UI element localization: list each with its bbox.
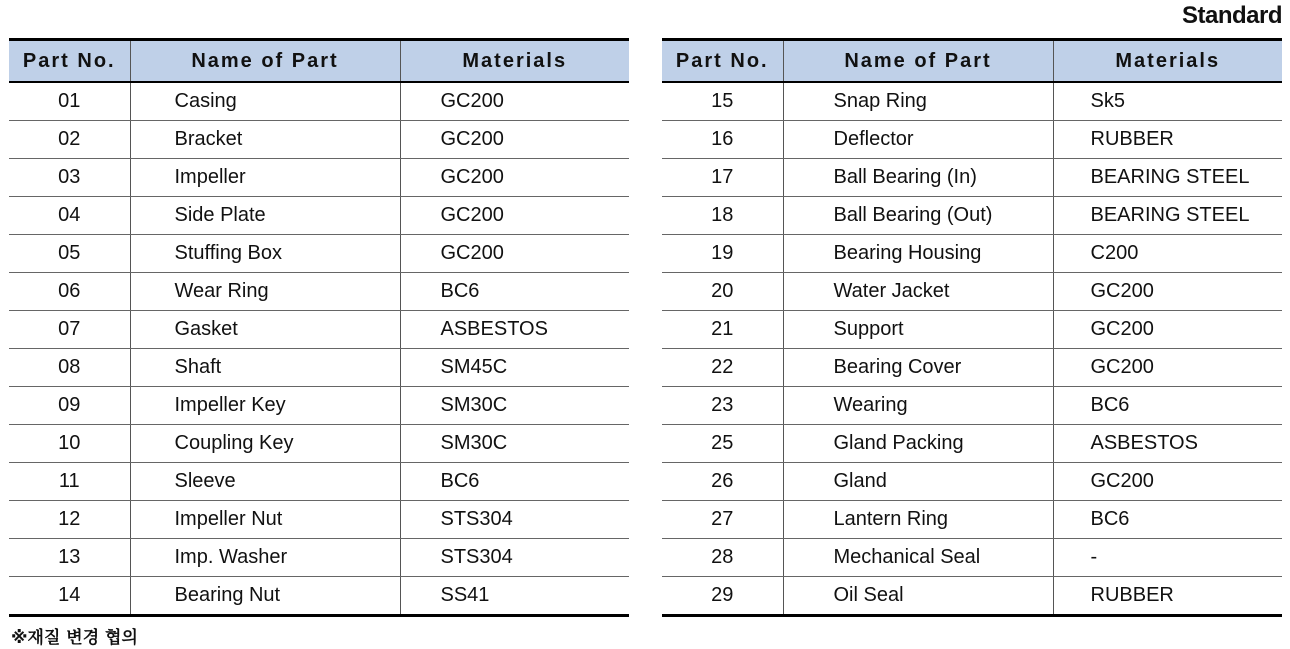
part-name-cell: Impeller [130, 159, 400, 197]
part-no-cell: 28 [662, 539, 783, 577]
part-name-cell: Coupling Key [130, 425, 400, 463]
table-header-row [662, 40, 1282, 83]
table-row [9, 235, 629, 273]
material-cell: RUBBER [1053, 577, 1282, 616]
part-no-cell: 07 [9, 311, 130, 349]
material-cell: BC6 [1053, 387, 1282, 425]
material-cell: SM30C [400, 387, 629, 425]
material-cell: BEARING STEEL [1053, 159, 1282, 197]
material-cell: BC6 [400, 273, 629, 311]
table-row [662, 235, 1282, 273]
table-row [662, 273, 1282, 311]
table-row [662, 387, 1282, 425]
table-row [662, 82, 1282, 121]
table-header-row [9, 40, 629, 83]
part-name-cell: Gland Packing [783, 425, 1053, 463]
part-name-cell: Casing [130, 82, 400, 121]
part-name-cell: Support [783, 311, 1053, 349]
part-no-cell: 15 [662, 82, 783, 121]
material-cell: GC200 [400, 159, 629, 197]
part-name-cell: Snap Ring [783, 82, 1053, 121]
table-row [9, 311, 629, 349]
table-row [9, 463, 629, 501]
part-name-cell: Deflector [783, 121, 1053, 159]
column-header-materials: Materials [400, 40, 629, 83]
part-no-cell: 10 [9, 425, 130, 463]
part-no-cell: 03 [9, 159, 130, 197]
part-no-cell: 29 [711, 584, 734, 606]
part-name-cell: Sleeve [130, 463, 400, 501]
material-cell: SM30C [400, 425, 629, 463]
column-header-materials: Materials [1053, 40, 1282, 83]
material-cell: GC200 [1053, 273, 1282, 311]
part-no-cell: 17 [662, 159, 783, 197]
part-name-cell: Lantern Ring [783, 501, 1053, 539]
material-cell: GC200 [400, 197, 629, 235]
material-cell: GC200 [1053, 349, 1282, 387]
part-name-cell: Impeller Nut [130, 501, 400, 539]
part-no-cell: 21 [662, 311, 783, 349]
part-no-cell: 20 [662, 273, 783, 311]
part-name-cell: Gasket [130, 311, 400, 349]
material-cell: STS304 [400, 539, 629, 577]
parts-table-right [662, 38, 1282, 617]
part-name-cell: Impeller Key [130, 387, 400, 425]
table-row [662, 121, 1282, 159]
table-row [662, 501, 1282, 539]
material-cell: GC200 [400, 121, 629, 159]
table-row [9, 349, 629, 387]
table-row [9, 387, 629, 425]
standard-label: Standard [1181, 2, 1282, 29]
part-name-cell: Gland [783, 463, 1053, 501]
table-row [9, 121, 629, 159]
table-row [662, 539, 1282, 577]
part-no-cell: 06 [9, 273, 130, 311]
material-cell: C200 [1053, 235, 1282, 273]
part-no-cell: 16 [662, 121, 783, 159]
part-no-cell: 12 [9, 501, 130, 539]
part-no-cell: 11 [9, 463, 130, 501]
part-name-cell: Bearing Housing [783, 235, 1053, 273]
table-row [662, 463, 1282, 501]
part-name-cell: Stuffing Box [130, 235, 400, 273]
table-row [662, 425, 1282, 463]
material-cell: STS304 [400, 501, 629, 539]
table-row [9, 82, 629, 121]
footnote: ※재질 변경 협의 [11, 628, 138, 648]
part-no-cell: 02 [9, 121, 130, 159]
part-name-cell: Ball Bearing (Out) [783, 197, 1053, 235]
material-cell: BC6 [400, 463, 629, 501]
table-row [9, 197, 629, 235]
table-row [662, 577, 1282, 616]
part-name-cell: Bearing Nut [130, 577, 400, 616]
part-no-cell: 26 [662, 463, 783, 501]
table-row [662, 159, 1282, 197]
table-row [9, 425, 629, 463]
material-cell: BEARING STEEL [1053, 197, 1282, 235]
part-name-cell: Mechanical Seal [783, 539, 1053, 577]
table-row [9, 577, 629, 616]
material-cell: SM45C [400, 349, 629, 387]
material-cell: Sk5 [1053, 82, 1282, 121]
table-row [9, 501, 629, 539]
material-cell: - [1053, 539, 1282, 577]
material-cell: SS41 [400, 577, 629, 616]
column-header-name: Name of Part [783, 40, 1053, 83]
column-header-name: Name of Part [130, 40, 400, 83]
part-name-cell: Bearing Cover [783, 349, 1053, 387]
part-no-cell: 18 [662, 197, 783, 235]
part-no-cell: 19 [662, 235, 783, 273]
part-no-cell: 25 [662, 425, 783, 463]
part-no-cell: 14 [58, 584, 81, 606]
table-row [9, 159, 629, 197]
material-cell: GC200 [400, 82, 629, 121]
part-no-cell: 13 [9, 539, 130, 577]
parts-table-left [9, 38, 629, 617]
table-row [9, 273, 629, 311]
table-row [662, 349, 1282, 387]
material-cell: GC200 [400, 235, 629, 273]
part-name-cell: Wearing [783, 387, 1053, 425]
part-no-cell: 01 [9, 82, 130, 121]
material-cell: RUBBER [1053, 121, 1282, 159]
column-header-part-no: Part No. [662, 40, 783, 83]
part-name-cell: Shaft [130, 349, 400, 387]
material-cell: GC200 [1053, 463, 1282, 501]
material-cell: BC6 [1053, 501, 1282, 539]
part-no-cell: 09 [9, 387, 130, 425]
part-no-cell: 22 [662, 349, 783, 387]
part-no-cell: 23 [662, 387, 783, 425]
part-name-cell: Side Plate [130, 197, 400, 235]
table-row [662, 197, 1282, 235]
part-no-cell: 04 [9, 197, 130, 235]
table-row [662, 311, 1282, 349]
column-header-part-no: Part No. [9, 40, 130, 83]
part-name-cell: Wear Ring [130, 273, 400, 311]
material-cell: ASBESTOS [1053, 425, 1282, 463]
table-row [9, 539, 629, 577]
part-name-cell: Ball Bearing (In) [783, 159, 1053, 197]
part-name-cell: Oil Seal [783, 577, 1053, 616]
part-name-cell: Water Jacket [783, 273, 1053, 311]
material-cell: ASBESTOS [400, 311, 629, 349]
part-name-cell: Bracket [130, 121, 400, 159]
part-no-cell: 27 [662, 501, 783, 539]
part-no-cell: 05 [9, 235, 130, 273]
material-cell: GC200 [1053, 311, 1282, 349]
part-name-cell: Imp. Washer [130, 539, 400, 577]
part-no-cell: 08 [9, 349, 130, 387]
